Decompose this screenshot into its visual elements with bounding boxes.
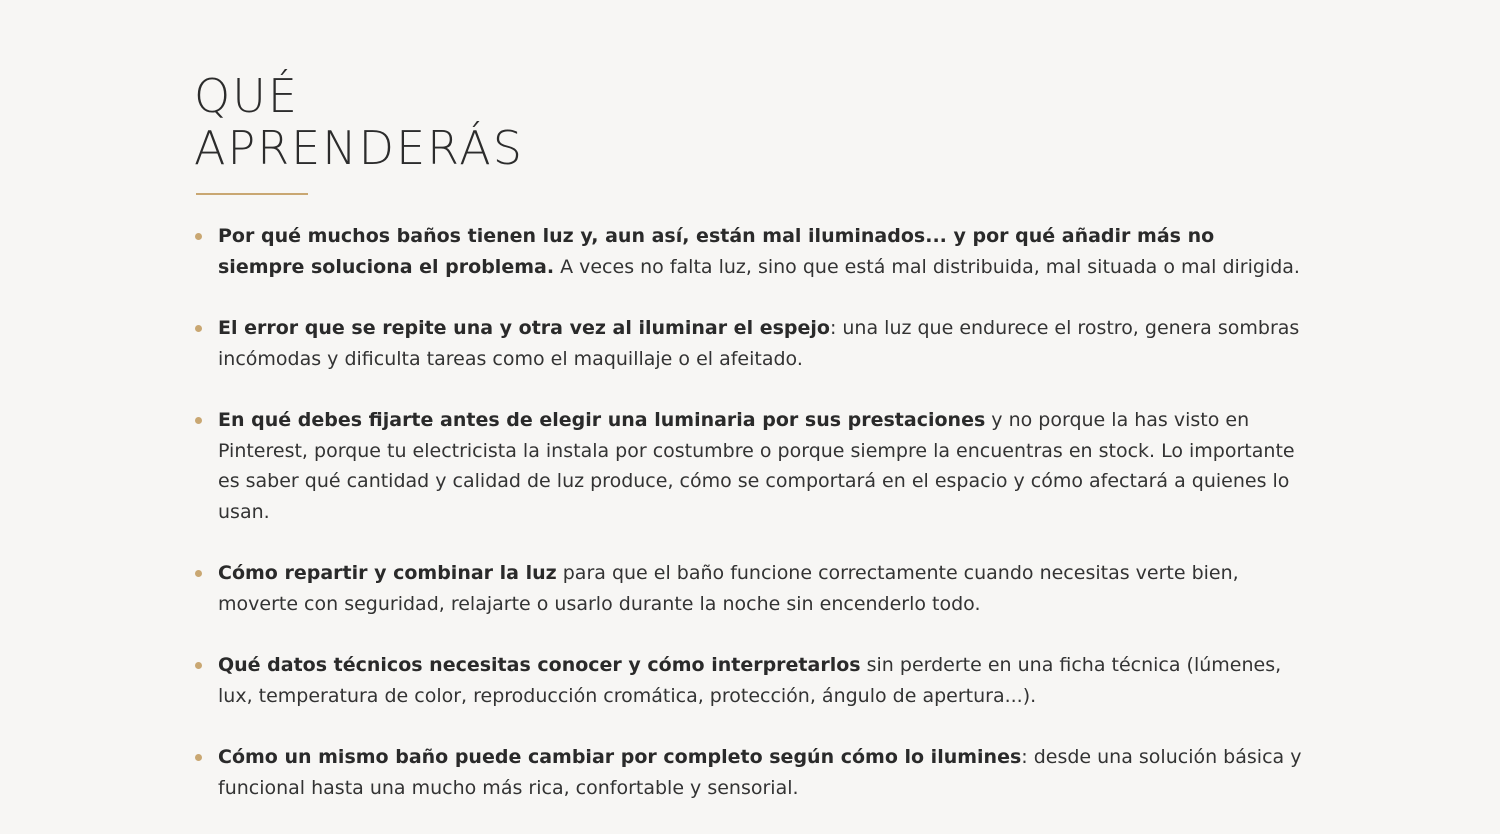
bullet-icon (195, 417, 202, 424)
bullet-icon (195, 662, 202, 669)
bullet-icon (195, 570, 202, 577)
list-item-lead: Cómo repartir y combinar la luz (218, 562, 557, 584)
list-item (194, 405, 1306, 527)
title-divider (196, 193, 308, 195)
list-item-text: A veces no falta luz, sino que está mal distribuida, mal situada o mal dirigida. (554, 255, 1300, 278)
list-item-text: : desde una solución básica y funcional hasta una mucho más rica, confortable y sensorial. (218, 746, 1302, 799)
bullet-icon (195, 325, 202, 332)
list-item-lead: Cómo un mismo baño puede cambiar por completo según cómo lo ilumines (218, 746, 1022, 768)
page-title (194, 70, 524, 174)
list-item (194, 650, 1306, 711)
list-item (194, 221, 1306, 282)
list-item-lead: Qué datos técnicos necesitas conocer y cómo interpretarlos (218, 654, 861, 676)
learning-list (194, 221, 1306, 834)
page-title-line-2: APRENDERÁS (194, 121, 524, 175)
list-item (194, 558, 1306, 619)
list-item-text: : una luz que endurece el rostro, genera sombras incómodas y dificulta tareas como el maquillaje o el afeitado. (218, 317, 1300, 370)
list-item-text: y no porque la has visto en Pinterest, porque tu electricista la instala por costumbre o porque siempre la encuentras en stock. Lo importante es saber qué cantidad y calidad de luz produce, cómo se comportará en el espacio y cómo afectará a quienes lo usan. (218, 409, 1295, 523)
bullet-icon (195, 233, 202, 240)
bullet-icon (195, 754, 202, 761)
page-title-line-1: QUÉ (194, 69, 299, 123)
list-item (194, 742, 1306, 803)
list-item-text: sin perderte en una ficha técnica (lúmenes, lux, temperatura de color, reproducción cromática, protección, ángulo de apertura...). (218, 654, 1282, 707)
list-item-lead: Por qué muchos baños tienen luz y, aun así, están mal iluminados... y por qué añadir más no siempre soluciona el problema. (218, 225, 1215, 278)
list-item-lead: En qué debes fijarte antes de elegir una luminaria por sus prestaciones (218, 409, 986, 431)
list-item-text: para que el baño funcione correctamente cuando necesitas verte bien, moverte con seguridad, relajarte o usarlo durante la noche sin encenderlo todo. (218, 562, 1239, 615)
list-item (194, 313, 1306, 374)
list-item-lead: El error que se repite una y otra vez al iluminar el espejo (218, 317, 830, 339)
